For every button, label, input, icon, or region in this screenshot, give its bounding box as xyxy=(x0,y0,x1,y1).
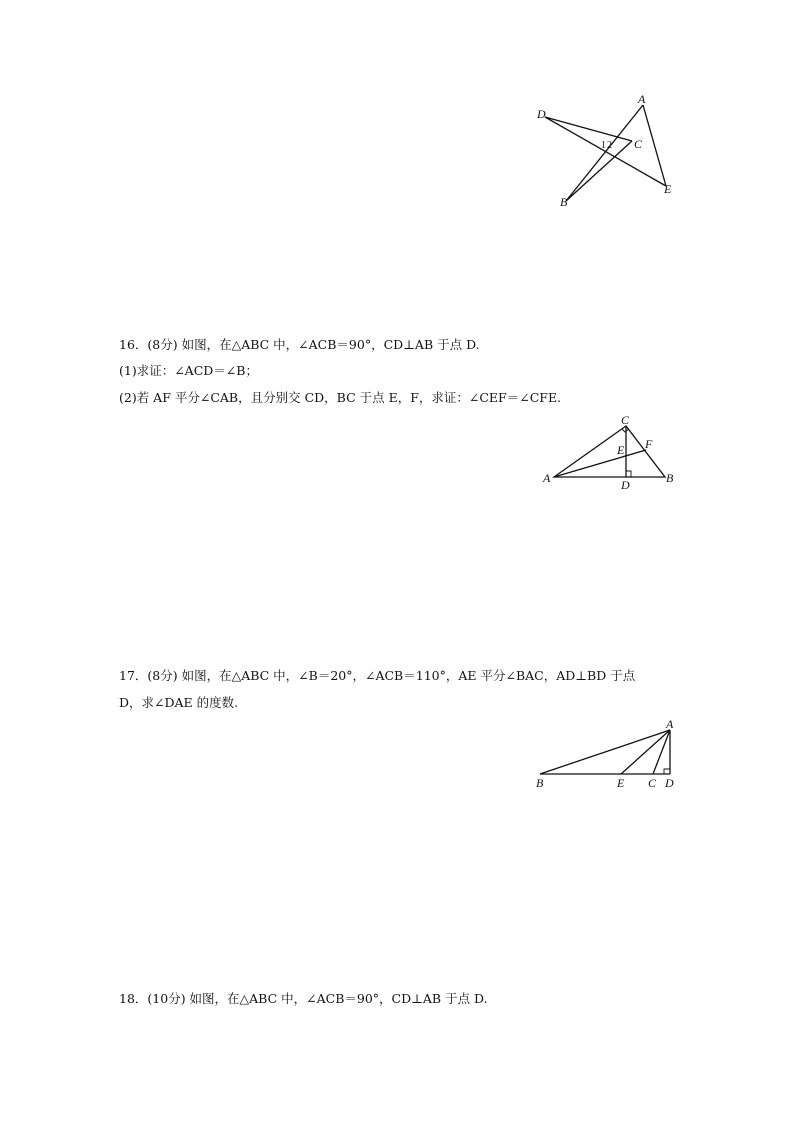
triangle-ABC xyxy=(554,426,665,477)
label-D: D xyxy=(621,478,630,492)
q16-stem: 16．(8分) 如图，在△ABC 中，∠ACB＝90°，CD⊥AB 于点 D. xyxy=(119,337,480,352)
segment-AE xyxy=(621,730,670,774)
figure-crossed-triangles xyxy=(530,90,690,215)
crossed-triangles-diagram xyxy=(530,90,690,215)
segment-BA xyxy=(540,730,670,774)
segment-DC xyxy=(545,117,632,141)
label-B: B xyxy=(536,776,544,790)
q18-stem: 18．(10分) 如图，在△ABC 中，∠ACB＝90°，CD⊥AB 于点 D. xyxy=(119,991,488,1006)
label-A: A xyxy=(638,92,646,106)
label-A: A xyxy=(543,471,551,485)
label-C: C xyxy=(648,776,657,790)
segment-AC xyxy=(653,730,670,774)
label-D: D xyxy=(665,776,674,790)
label-F: F xyxy=(645,437,653,451)
segment-AE xyxy=(643,105,666,186)
label-E: E xyxy=(617,776,625,790)
angle-label-1: 1 xyxy=(601,140,606,151)
right-angle-mark-D xyxy=(626,471,631,477)
label-B: B xyxy=(666,471,674,485)
figure-q16 xyxy=(540,412,680,492)
label-E: E xyxy=(617,443,625,457)
angle-label-2: 2 xyxy=(607,140,612,151)
q16-part1: (1)求证：∠ACD＝∠B； xyxy=(119,363,258,378)
segment-BA xyxy=(566,105,643,201)
q17-line2: D，求∠DAE 的度数. xyxy=(119,695,239,710)
figure-q17 xyxy=(530,715,680,795)
segment-BC xyxy=(566,141,632,201)
q16-part2: (2)若 AF 平分∠CAB，且分别交 CD，BC 于点 E，F，求证：∠CEF＝∠CFE. xyxy=(119,390,562,405)
label-C: C xyxy=(621,413,630,427)
label-C: C xyxy=(634,137,643,151)
segment-AF xyxy=(554,450,646,477)
q17-triangle-diagram xyxy=(530,715,680,795)
q17-line1: 17．(8分) 如图，在△ABC 中，∠B＝20°，∠ACB＝110°，AE 平分∠BAC，AD⊥BD 于点 xyxy=(119,668,636,683)
label-B: B xyxy=(560,195,568,209)
right-angle-mark-D xyxy=(664,769,670,774)
label-D: D xyxy=(537,107,546,121)
label-E: E xyxy=(664,182,672,196)
label-A: A xyxy=(666,717,674,731)
q16-triangle-diagram xyxy=(540,412,680,492)
